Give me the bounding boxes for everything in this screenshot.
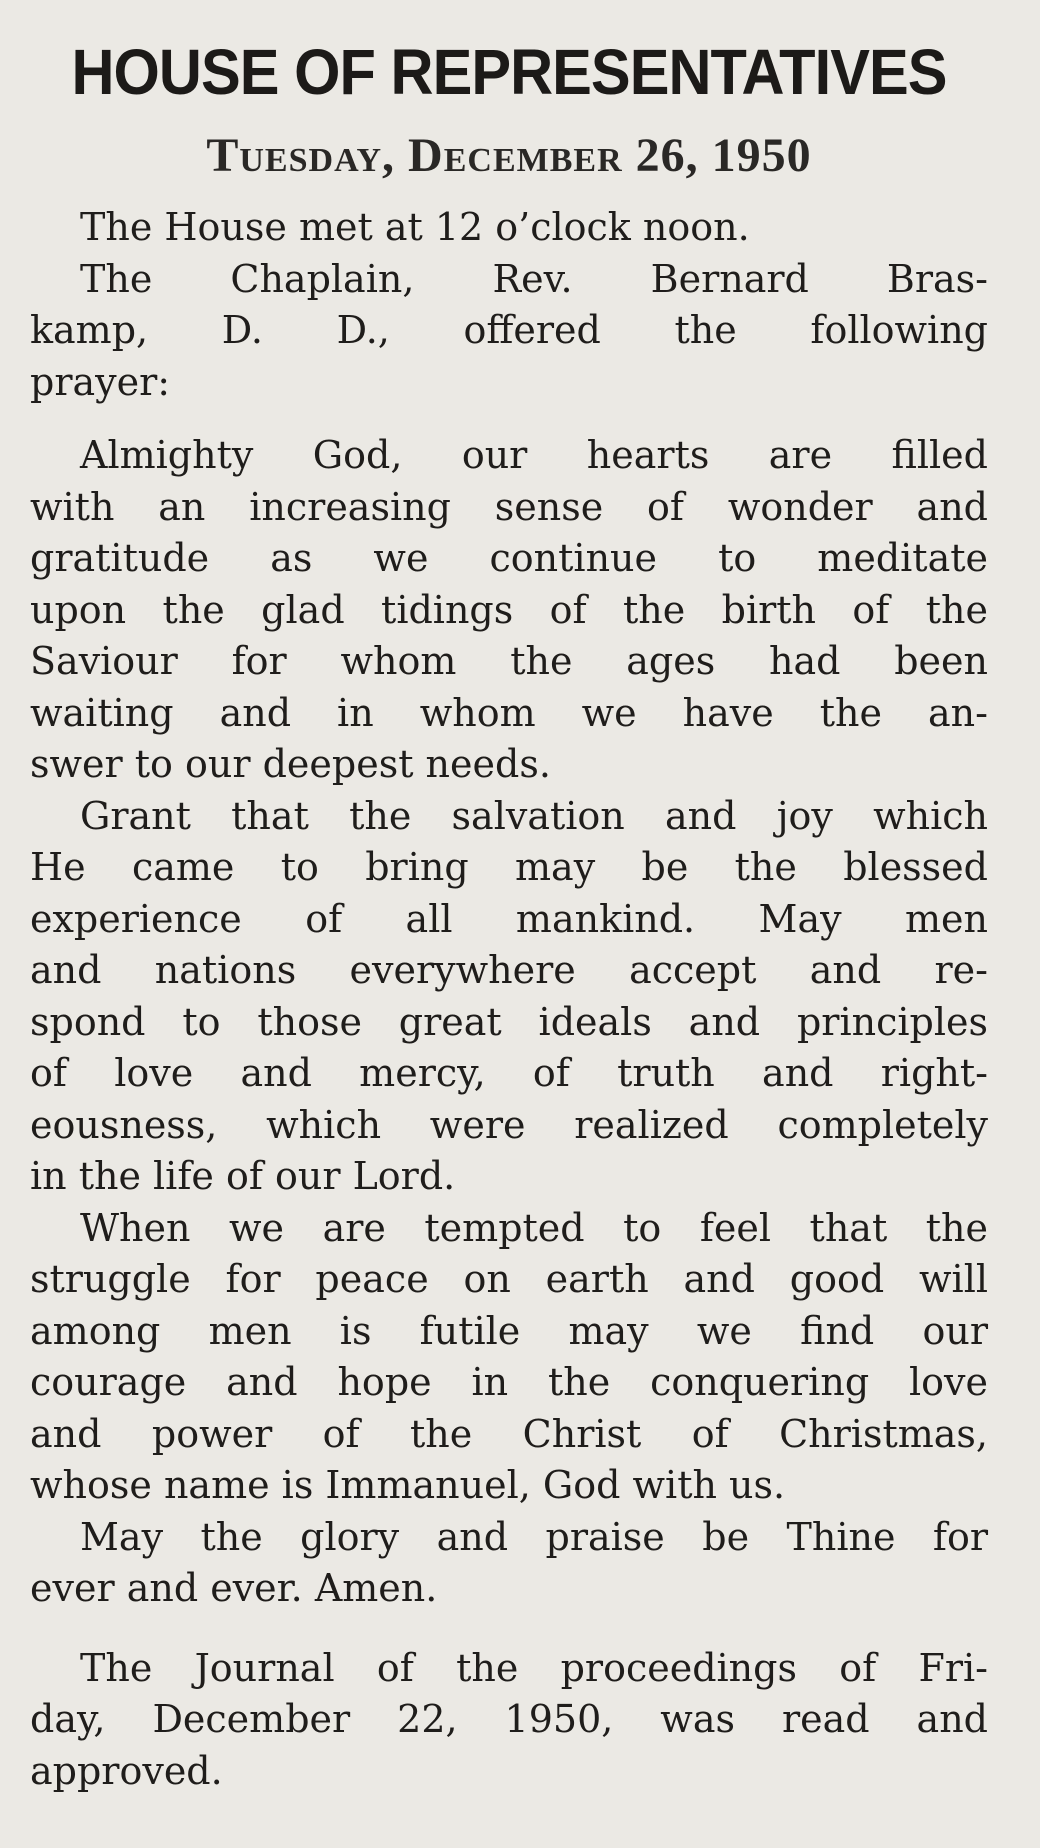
text-line: kamp, D. D., offered the following [30,308,988,352]
text-line: The Journal of the proceedings of Fri- [80,1645,988,1690]
text-line: in the life of our Lord. [30,1154,456,1198]
text-line: When we are tempted to feel that the [80,1205,988,1250]
paragraph-prayer-1 [30,430,988,791]
session-date: Tuesday, December 26, 1950 [206,129,812,182]
text-line: of love and mercy, of truth and right- [30,1051,988,1095]
text-line: among men is futile may we find our [30,1308,988,1353]
text-line: Grant that the salvation and joy which [80,793,988,838]
paragraph-house-met [30,202,988,254]
paragraph-journal [30,1643,988,1798]
text-line: experience of all mankind. May men [30,896,988,941]
paragraph-prayer-2 [30,791,988,1203]
proceedings-text [30,202,988,1797]
text-line: The Chaplain, Rev. Bernard Bras- [80,256,988,301]
text-line: day, December 22, 1950, was read and [30,1697,988,1741]
text-line: upon the glad tidings of the birth of the [30,587,988,632]
text-line: and nations everywhere accept and re- [30,948,988,992]
paragraph-spacer [30,1615,988,1643]
text-line: May the glory and praise be Thine for [80,1514,988,1559]
paragraph-prayer-closing [30,1512,988,1615]
text-line: whose name is Immanuel, God with us. [30,1463,786,1507]
paragraph-spacer [30,408,988,430]
text-line: Almighty God, our hearts are filled [80,433,988,477]
text-line: The House met at 12 o’clock noon. [80,205,750,249]
text-line: gratitude as we continue to meditate [30,536,988,580]
text-line: Saviour for whom the ages had been [30,639,988,683]
chamber-title: HOUSE OF REPRESENTATIVES [71,36,947,108]
text-line: eousness, which were realized completely [30,1102,988,1147]
text-line: struggle for peace on earth and good will [30,1257,988,1301]
text-line: waiting and in whom we have the an- [30,690,988,735]
paragraph-prayer-3 [30,1203,988,1512]
text-line: courage and hope in the conquering love [30,1360,988,1404]
text-line: and power of the Christ of Christmas, [30,1411,988,1456]
text-line: ever and ever. Amen. [30,1566,438,1610]
paragraph-chaplain [30,254,988,409]
text-line: He came to bring may be the blessed [30,845,988,889]
text-line: with an increasing sense of wonder and [30,484,988,529]
text-line: approved. [30,1748,223,1793]
text-line: spond to those great ideals and principles [30,999,988,1044]
text-line: swer to our deepest needs. [30,742,551,786]
text-line: prayer: [30,359,171,404]
